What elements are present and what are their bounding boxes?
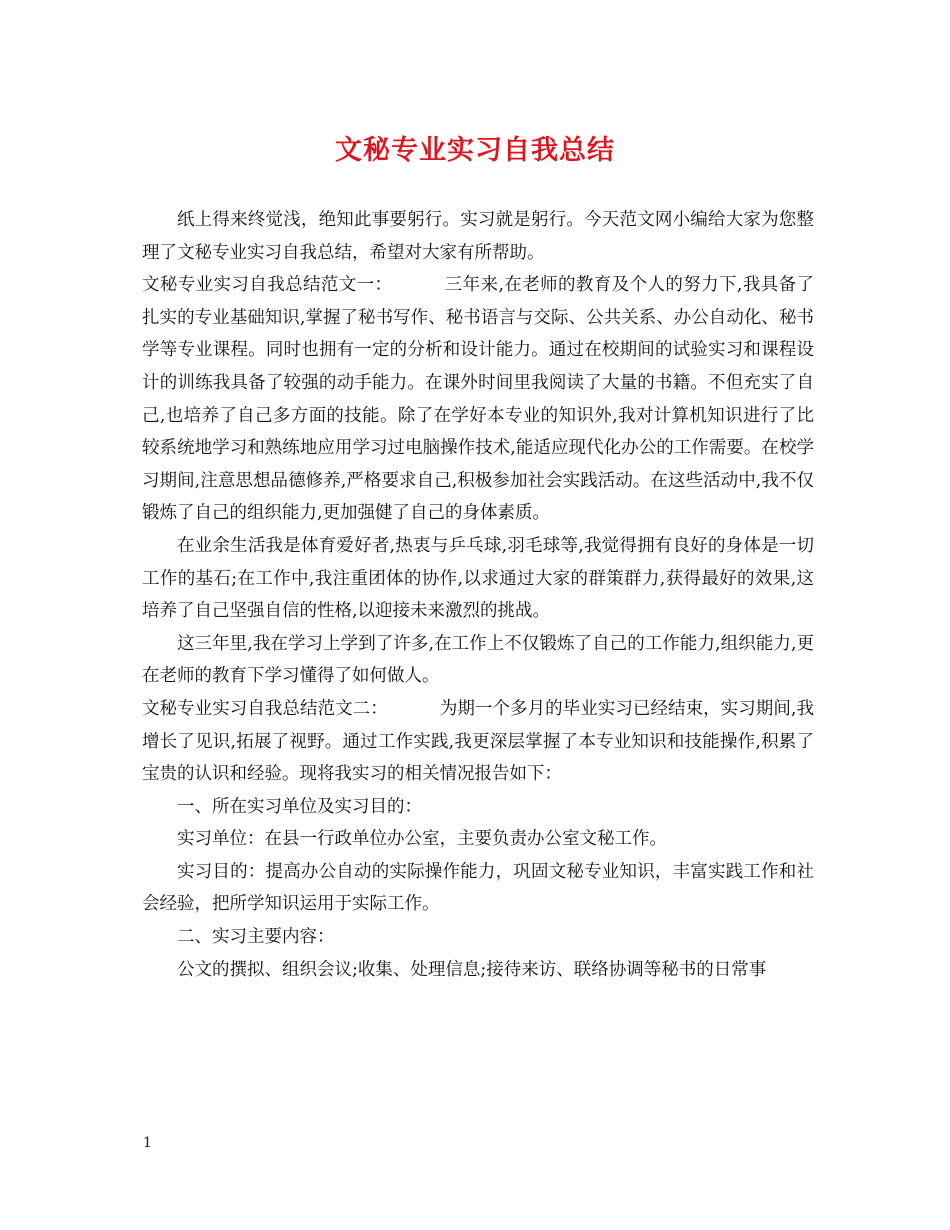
internship-purpose-paragraph: 实习目的：提高办公自动的实际操作能力，巩固文秘专业知识，丰富实践工作和社会经验，把所学知识运用于实际工作。	[142, 861, 814, 915]
section-heading-main-content: 二、实习主要内容：	[177, 927, 335, 948]
three-years-paragraph: 这三年里,我在学习上学到了许多,在工作上不仅锻炼了自己的工作能力,组织能力,更在老师的教育下学习懂得了如何做人。	[142, 633, 814, 687]
document-body	[142, 204, 814, 986]
internship-unit-paragraph: 实习单位：在县一行政单位办公室，主要负责办公室文秘工作。	[177, 829, 667, 850]
sample-one-text: 三年来,在老师的教育及个人的努力下,我具备了扎实的专业基础知识,掌握了秘书写作、秘书语言与交际、公共关系、办公自动化、秘书学等专业课程。同时也拥有一定的分析和设计能力。通过在校期间的试验实习和课程设计的训练我具备了较强的动手能力。在课外时间里我阅读了大量的书籍。不但充实了自己,也培养了自己多方面的技能。除了在学好本专业的知识外,我对计算机知识进行了比较系统地学习和熟练地应用学习过电脑操作技术,能适应现代化办公的工作需要。在校学习期间,注意思想品德修养,严格要求自己,积极参加社会实践活动。在这些活动中,我不仅锻炼了自己的组织能力,更加强健了自己的身体素质。	[142, 275, 815, 524]
document-title: 文秘专业实习自我总结	[335, 135, 615, 166]
intro-paragraph: 纸上得来终觉浅，绝知此事要躬行。实习就是躬行。今天范文网小编给大家为您整理了文秘专业实习自我总结，希望对大家有所帮助。	[142, 210, 814, 263]
sample-one-heading: 文秘专业实习自我总结范文一：	[142, 275, 393, 296]
hobbies-paragraph: 在业余生活我是体育爱好者,热衷与乒乓球,羽毛球等,我觉得拥有良好的身体是一切工作的基石;在工作中,我注重团体的协作,以求通过大家的群策群力,获得最好的效果,这培养了自己坚强自信的性格,以迎接未来激烈的挑战。	[142, 535, 814, 622]
sample-two-text: 为期一个多月的毕业实习已经结束，实习期间,我增长了见识,拓展了视野。通过工作实践,我更深层掌握了本专业知识和技能操作,积累了宝贵的认识和经验。现将我实习的相关情况报告如下：	[142, 698, 815, 785]
page-number: 1	[143, 1135, 152, 1151]
sample-two-paragraph	[142, 693, 814, 791]
main-content-paragraph: 公文的撰拟、组织会议;收集、处理信息;接待来访、联络协调等秘书的日常事	[177, 959, 767, 980]
section-heading-internship-unit: 一、所在实习单位及实习目的：	[177, 796, 422, 817]
sample-one-paragraph	[142, 269, 814, 530]
sample-two-heading: 文秘专业实习自我总结范文二：	[142, 698, 388, 719]
